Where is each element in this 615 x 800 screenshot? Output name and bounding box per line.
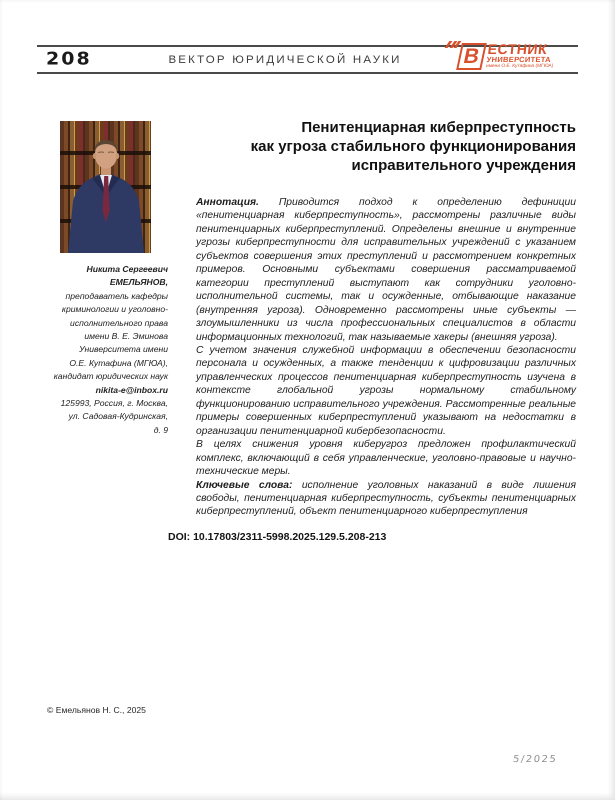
article-title-line: исправительного учреждения bbox=[351, 157, 576, 174]
author-address-line: 125993, Россия, г. Москва, bbox=[60, 398, 168, 409]
abstract-label: Аннотация. bbox=[196, 197, 259, 208]
author-role-line: кандидат юридических наук bbox=[53, 371, 168, 382]
copyright-notice: © Емельянов Н. С., 2025 bbox=[47, 705, 146, 715]
abstract-text: В целях снижения уровня киберугроз предложен профилактический комплекс, включающий в себя управленческие, уголовно-правовые и научно-технические меры. bbox=[196, 439, 576, 478]
author-column bbox=[47, 121, 168, 437]
logo-hatch-icon bbox=[447, 41, 459, 48]
abstract-paragraph bbox=[196, 438, 576, 478]
author-first-patronymic: Никита Сергеевич bbox=[86, 264, 168, 274]
author-address-line: ул. Садовая-Кудринская, bbox=[68, 411, 168, 422]
issue-number: 5/2025 bbox=[512, 754, 558, 765]
article-title-line: Пенитенциарная киберпреступность bbox=[301, 119, 576, 136]
vestnik-universiteta-logo bbox=[445, 41, 575, 75]
logo-subtitle: имени О.Е. Кутафина (МГЮА) bbox=[485, 64, 554, 69]
author-role-line: криминологии и уголовно- bbox=[61, 304, 168, 315]
author-info bbox=[47, 263, 168, 437]
author-surname: ЕМЕЛЬЯНОВ, bbox=[109, 277, 168, 288]
journal-section-title: ВЕКТОР ЮРИДИЧЕСКОЙ НАУКИ bbox=[168, 54, 402, 66]
author-email[interactable]: nikita-e@inbox.ru bbox=[95, 384, 168, 395]
keywords-label: Ключевые слова: bbox=[196, 479, 293, 491]
abstract-text: Приводится подход к определению дефиниции «пенитенциарная киберпреступность», рассмотрены различные виды пенитенциарных киберпреступлений. Определены внешние и внутренние угрозы киберпреступности для исправительных учреждений с указанием субъектов совершения этих преступлений и рассмотрением конкретных примеров. Основными субъектами совершения рассматриваемой категории преступлений выступают как сотрудники уголовно-исполнительной системы, так и осужденные, отбывающие наказание (внутренняя угроза). Одновременно рассмотрены иные субъекты — злоумышленники из числа профессиональных специалистов в области информационных технологий, так называемые хакеры (внешняя угроза). bbox=[196, 197, 576, 343]
author-role-line: имени В. Е. Эминова bbox=[84, 331, 168, 342]
abstract-paragraph bbox=[196, 344, 576, 438]
article-title-line: как угроза стабильного функционирования bbox=[250, 138, 576, 155]
author-portrait-illustration bbox=[60, 121, 151, 253]
header-rule-bottom bbox=[37, 72, 578, 74]
author-role-line: О.Е. Кутафина (МГЮА), bbox=[69, 357, 168, 368]
article-abstract bbox=[196, 196, 576, 519]
logo-word-rest: ЕСТНИК bbox=[486, 41, 549, 57]
article-doi: DOI: 10.17803/2311-5998.2025.129.5.208-213 bbox=[168, 531, 387, 543]
logo-row bbox=[459, 43, 554, 70]
author-role-line: исполнительного права bbox=[70, 317, 168, 328]
author-role-line: Университета имени bbox=[79, 344, 168, 355]
article-title bbox=[196, 118, 576, 175]
page-number: 208 bbox=[46, 48, 92, 70]
author-role-line: преподаватель кафедры bbox=[65, 290, 168, 301]
abstract-text: С учетом значения служебной информации в обеспечении безопасности персонала и осужденных, а также тенденции к цифровизации различных управленческих процессов пенитенциарная киберпреступность изучена в контексте глобальной угрозы нормальному стабильному функционированию исправительного учреждения. Рассмотренные реальные примеры совершенных киберпреступлений указывают на недостатки в организации пенитенциарной кибербезопасности. bbox=[196, 344, 576, 437]
author-address-line: д. 9 bbox=[153, 424, 168, 435]
keywords-text: исполнение уголовных наказаний в виде лишения свободы, пенитенциарная киберпреступность, субъекты пенитенциарных киберпреступлений, объект пенитенциарного киберпреступления bbox=[196, 479, 576, 518]
keywords-paragraph bbox=[196, 479, 576, 519]
article-main-column bbox=[196, 118, 576, 519]
logo-letter-icon: В bbox=[456, 43, 487, 70]
logo-text bbox=[486, 43, 556, 70]
logo-university-label: УНИВЕРСИТЕТА bbox=[486, 55, 552, 64]
author-portrait-photo bbox=[60, 121, 151, 253]
abstract-paragraph bbox=[196, 196, 576, 344]
